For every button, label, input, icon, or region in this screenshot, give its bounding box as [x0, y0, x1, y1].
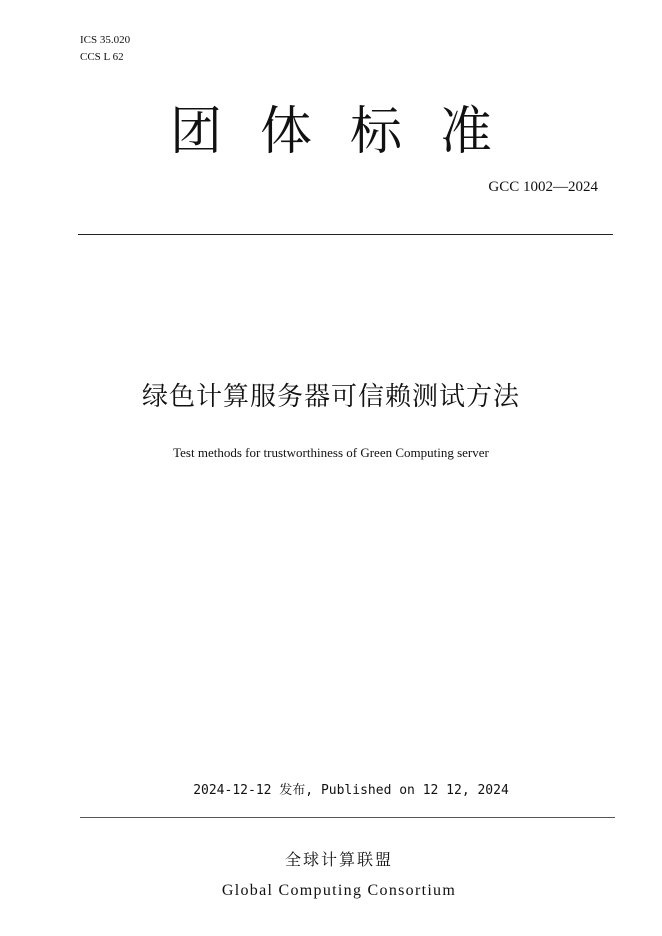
- footer-divider: [80, 817, 615, 818]
- standard-type-title: 团体标准: [169, 102, 530, 162]
- ccs-code: CCS L 62: [80, 51, 124, 63]
- publication-date: 2024-12-12 发布, Published on 12 12, 2024: [193, 783, 509, 798]
- document-title-english: Test methods for trustworthiness of Green Computing server: [173, 445, 489, 460]
- organization-name-english: Global Computing Consortium: [221, 882, 457, 899]
- organization-name-chinese: 全球计算联盟: [284, 850, 393, 869]
- standard-number: GCC 1002—2024: [488, 179, 598, 195]
- ics-code: ICS 35.020: [80, 34, 131, 46]
- document-title-chinese: 绿色计算服务器可信赖测试方法: [141, 382, 520, 412]
- header-divider: [78, 234, 613, 235]
